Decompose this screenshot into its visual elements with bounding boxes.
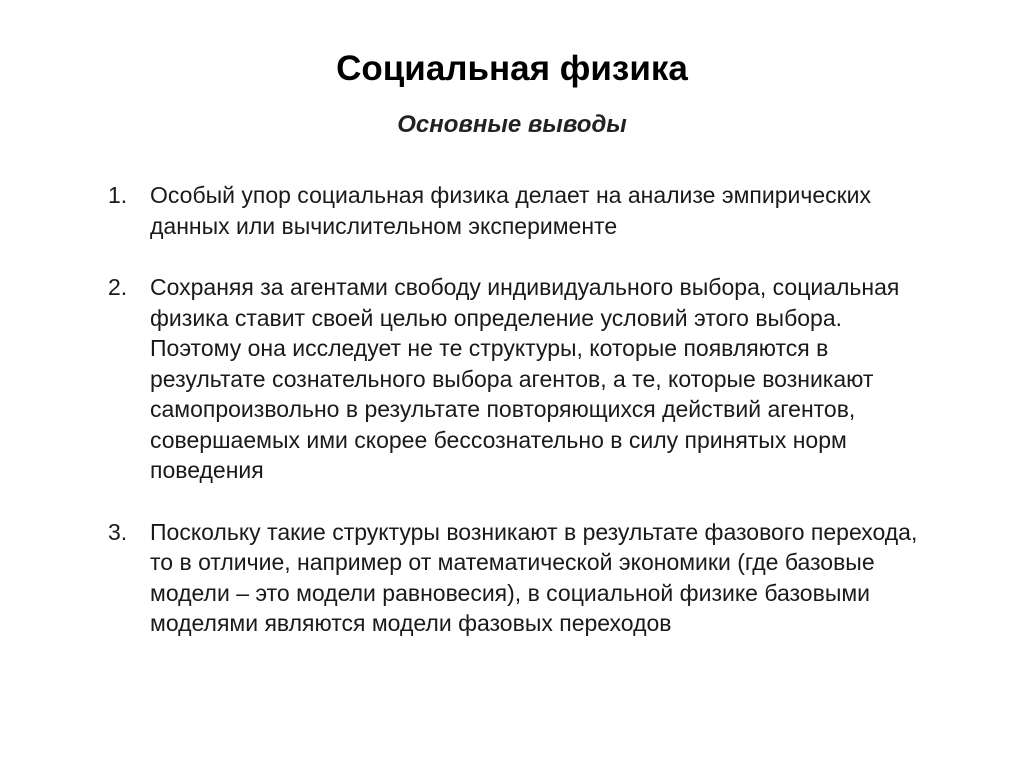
conclusion-text: Сохраняя за агентами свободу индивидуального выбора, социальная физика ставит своей целью определение условий этого выбора. Поэтому она исследует не те структуры, которые появляются в результате сознательного выбора агентов, а те, которые возникают самопроизвольно в результате повторяющихся действий агентов, совершаемых ими скорее бессознательно в силу принятых норм поведения — [150, 274, 900, 483]
list-number: 1. — [108, 182, 128, 208]
conclusion-item-1 — [108, 180, 928, 241]
conclusion-item-3 — [108, 517, 928, 639]
slide-subtitle: Основные выводы — [397, 111, 627, 138]
list-number: 3. — [108, 518, 128, 545]
conclusion-text: Особый упор социальная физика делает на анализе эмпирических данных или вычислительном эксперименте — [150, 182, 872, 239]
list-number: 2. — [108, 274, 128, 300]
conclusion-item-2 — [108, 272, 928, 486]
numbered-conclusions-list — [108, 180, 928, 639]
conclusion-text: Поскольку такие структуры возникают в результате фазового перехода, то в отличие, например от математической экономики (где базовые модели – это модели равновесия), в социальной физике базовыми моделями являются модели фазовых переходов — [150, 518, 918, 636]
slide-title: Социальная физика — [336, 49, 688, 88]
